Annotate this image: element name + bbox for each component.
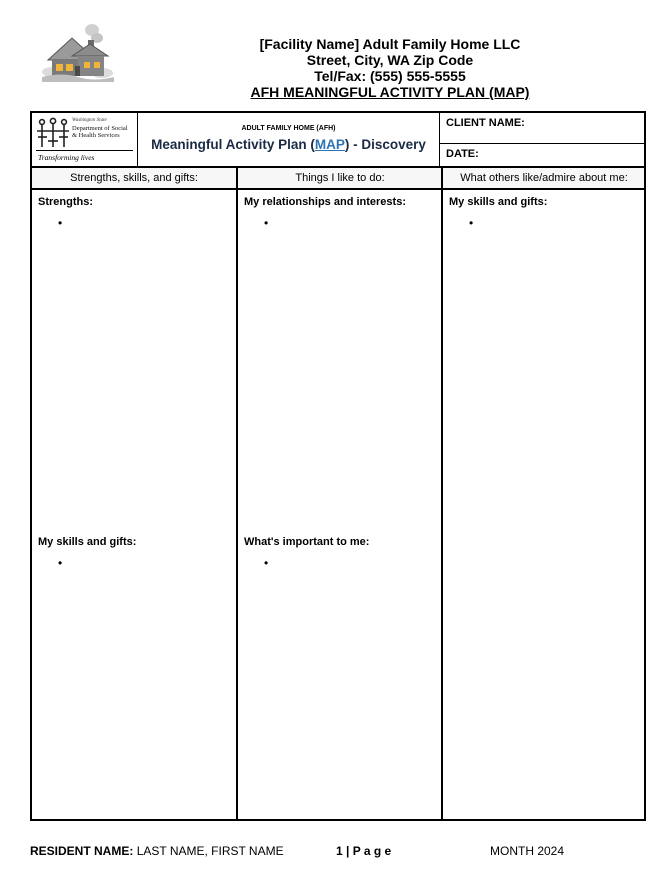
facility-name: [Facility Name] Adult Family Home LLC [259, 36, 521, 52]
form-subtitle: ADULT FAMILY HOME (AFH) [241, 125, 336, 132]
column-heading-admire: What others like/admire about me: [460, 172, 628, 184]
relationships-interests-label: My relationships and interests: [244, 196, 406, 208]
resident-name [30, 844, 284, 858]
facility-phone: Tel/Fax: (555) 555-5555 [314, 68, 466, 84]
strengths-label: Strengths: [38, 196, 93, 208]
facility-address: Street, City, WA Zip Code [306, 52, 474, 68]
page-number-label: | P a g e [346, 844, 392, 858]
column-admire[interactable] [443, 190, 644, 819]
agency-state: Washington State [72, 118, 107, 123]
page-header [200, 36, 580, 100]
column-heading-row [32, 168, 644, 190]
bullet-point: • [264, 556, 269, 570]
client-name-field[interactable] [440, 113, 644, 144]
date-field[interactable] [440, 144, 644, 166]
activity-plan-form [30, 111, 646, 821]
column-likes[interactable] [238, 190, 441, 819]
bullet-point: • [469, 216, 474, 230]
column-heading-strengths: Strengths, skills, and gifts: [70, 172, 198, 184]
date-label: DATE: [446, 148, 479, 160]
house-logo [42, 20, 114, 82]
form-title-suffix: ) - Discovery [344, 137, 426, 152]
map-link[interactable]: MAP [314, 137, 345, 152]
page-number-value: 1 [336, 844, 343, 858]
bullet-point: • [264, 216, 269, 230]
agency-dept-line1: Department of Social [72, 125, 128, 132]
agency-tagline: Transforming lives [38, 153, 95, 162]
important-to-me-label: What's important to me: [244, 536, 370, 548]
plan-title-cell [138, 113, 440, 166]
skills-gifts-label: My skills and gifts: [38, 536, 137, 548]
form-title [138, 137, 439, 152]
bullet-point: • [58, 556, 63, 570]
footer-month: MONTH 2024 [490, 844, 565, 858]
form-header-row [32, 113, 644, 168]
resident-name-label: RESIDENT NAME: [30, 844, 134, 858]
dshs-logo-cell [32, 113, 138, 166]
client-info-cell [440, 113, 644, 166]
agency-department [72, 125, 128, 139]
logo-divider [36, 150, 133, 151]
page-number [336, 844, 391, 858]
agency-dept-line2: & Health Services [72, 132, 120, 139]
column-strengths[interactable] [32, 190, 236, 819]
column-heading-likes: Things I like to do: [295, 172, 385, 184]
document-title: AFH MEANINGFUL ACTIVITY PLAN (MAP) [250, 84, 530, 100]
dshs-emblem-icon [36, 117, 70, 149]
client-name-label: CLIENT NAME: [446, 117, 525, 129]
resident-name-value: LAST NAME, FIRST NAME [136, 844, 284, 858]
bullet-point: • [58, 216, 63, 230]
form-title-prefix: Meaningful Activity Plan ( [151, 137, 315, 152]
others-skills-gifts-label: My skills and gifts: [449, 196, 548, 208]
